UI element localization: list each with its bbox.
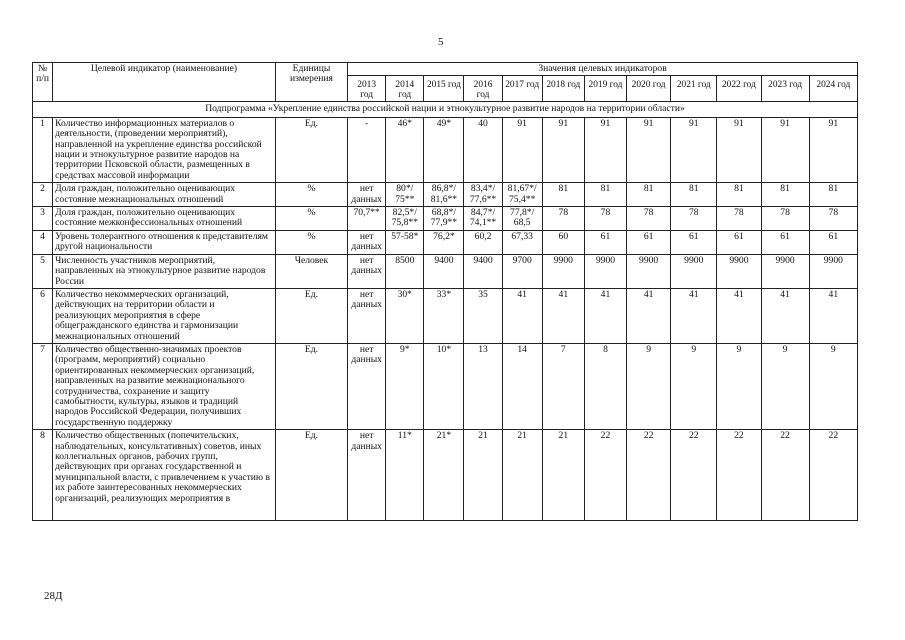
value-cell: 41 [717,288,761,343]
value-cell: 78 [584,207,626,231]
value-cell: 9900 [761,254,809,288]
value-cell: 68,8*/ 77,9** [424,207,464,231]
table-row [33,117,858,182]
value-cell: 60 [542,230,584,254]
value-cell: нет данных [348,230,386,254]
value-cell: 9 [671,343,717,429]
value-cell: 9* [386,343,424,429]
value-cell: - [348,117,386,182]
value-cell: 9900 [542,254,584,288]
value-cell: 22 [671,430,717,521]
value-cell: 40 [464,117,502,182]
header-year: 2015 год [424,76,464,102]
value-cell: 41 [671,288,717,343]
subprogram-title: Подпрограмма «Укрепление единства российской нации и этнокультурное развитие народов на территории области» [33,102,858,117]
value-cell: 81 [761,183,809,207]
header-year: 2023 год [761,76,809,102]
value-cell: 9400 [424,254,464,288]
unit-cell: % [275,230,347,254]
unit-cell: Ед. [275,117,347,182]
value-cell: 22 [761,430,809,521]
table-row [33,343,858,429]
header-year: 2016 год [464,76,502,102]
unit-cell: Ед. [275,343,347,429]
header-year: 2019 год [584,76,626,102]
indicator-name: Доля граждан, положительно оценивающих состояние межконфессиональных отношений [53,207,276,231]
value-cell: 8 [584,343,626,429]
value-cell: 41 [502,288,542,343]
table-row [33,288,858,343]
table-row [33,254,858,288]
value-cell: 60,2 [464,230,502,254]
value-cell: 41 [809,288,857,343]
row-number: 3 [33,207,53,231]
row-number: 1 [33,117,53,182]
value-cell: 11* [386,430,424,521]
indicator-name: Доля граждан, положительно оценивающих состояние межнациональных отношений [53,183,276,207]
header-year: 2017 год [502,76,542,102]
header-year: 2021 год [671,76,717,102]
value-cell: 22 [584,430,626,521]
value-cell: 49* [424,117,464,182]
value-cell: 91 [584,117,626,182]
value-cell: 14 [502,343,542,429]
value-cell: 76,2* [424,230,464,254]
indicator-name: Количество общественно-значимых проектов (программ, мероприятий) социально ориентированных некоммерческих организаций, направленных на развитие межнационального сотрудничества, сохранение и защиту самобытности, культуры, языков и традиций народов Российской Федерации, получивших государственную поддержку [53,343,276,429]
value-cell: 22 [627,430,671,521]
row-number: 5 [33,254,53,288]
value-cell: 81,67*/ 75,4** [502,183,542,207]
row-number: 7 [33,343,53,429]
header-unit: Единицы измерения [275,63,347,102]
value-cell: 57-58* [386,230,424,254]
value-cell: 78 [627,207,671,231]
value-cell: 33* [424,288,464,343]
indicator-name: Количество некоммерческих организаций, действующих на территории области и реализующих мероприятия в сфере общегражданского единства и гармонизации межнациональных отношений [53,288,276,343]
value-cell: 78 [761,207,809,231]
value-cell: 61 [809,230,857,254]
footer-mark: 28Д [44,590,63,602]
value-cell: 9900 [627,254,671,288]
value-cell: 81 [717,183,761,207]
value-cell: 61 [627,230,671,254]
value-cell: 67,33 [502,230,542,254]
unit-cell: Ед. [275,430,347,521]
value-cell: 35 [464,288,502,343]
value-cell: 80*/ 75** [386,183,424,207]
header-indicator: Целевой индикатор (наименование) [53,63,276,102]
value-cell: 46* [386,117,424,182]
unit-cell: Человек [275,254,347,288]
value-cell: 84,7*/ 74,1** [464,207,502,231]
value-cell: 41 [761,288,809,343]
row-number: 6 [33,288,53,343]
value-cell: 21* [424,430,464,521]
value-cell: нет данных [348,430,386,521]
value-cell: нет данных [348,254,386,288]
value-cell: 41 [584,288,626,343]
header-year: 2013 год [348,76,386,102]
value-cell: 86,8*/ 81,6** [424,183,464,207]
header-num: № п/п [33,63,53,102]
value-cell: 9 [627,343,671,429]
value-cell: 21 [464,430,502,521]
value-cell: нет данных [348,288,386,343]
value-cell: 61 [717,230,761,254]
table-row [33,207,858,231]
indicator-name: Количество общественных (попечительских, наблюдательных, консультативных) советов, иных коллегиальных органов, рабочих групп, действующих при органах государственной и муниципальной власти, с привлечением к участию в их работе заинтересованных некоммерческих организаций, реализующих мероприятия в [53,430,276,521]
value-cell: 81 [627,183,671,207]
indicator-name: Численность участников мероприятий, направленных на этнокультурное развитие народов России [53,254,276,288]
value-cell: 78 [809,207,857,231]
table-row [33,183,858,207]
value-cell: 9400 [464,254,502,288]
value-cell: 10* [424,343,464,429]
value-cell: 81 [542,183,584,207]
value-cell: 61 [671,230,717,254]
value-cell: 81 [671,183,717,207]
value-cell: 78 [542,207,584,231]
value-cell: 78 [717,207,761,231]
value-cell: 9 [761,343,809,429]
unit-cell: % [275,207,347,231]
value-cell: 13 [464,343,502,429]
value-cell: 61 [761,230,809,254]
value-cell: 7 [542,343,584,429]
value-cell: 91 [502,117,542,182]
indicator-name: Количество информационных материалов о деятельности, (проведении мероприятий), направленной на укрепление единства российской нации и этнокультурное развитие народов на территории Псковской области, размещенных в средствах массовой информации [53,117,276,182]
value-cell: 91 [717,117,761,182]
header-values-group: Значения целевых индикаторов [348,63,858,76]
header-year: 2024 год [809,76,857,102]
value-cell: 61 [584,230,626,254]
value-cell: 91 [761,117,809,182]
value-cell: 70,7** [348,207,386,231]
value-cell: 9900 [717,254,761,288]
value-cell: нет данных [348,343,386,429]
unit-cell: % [275,183,347,207]
value-cell: 21 [542,430,584,521]
value-cell: 91 [671,117,717,182]
value-cell: 9900 [584,254,626,288]
row-number: 2 [33,183,53,207]
value-cell: 9 [717,343,761,429]
value-cell: 91 [542,117,584,182]
target-indicators-table [32,62,858,521]
value-cell: 81 [584,183,626,207]
value-cell: нет данных [348,183,386,207]
value-cell: 8500 [386,254,424,288]
value-cell: 78 [671,207,717,231]
header-year: 2018 год [542,76,584,102]
value-cell: 83,4*/ 77,6** [464,183,502,207]
value-cell: 9 [809,343,857,429]
header-year: 2022 год [717,76,761,102]
value-cell: 9700 [502,254,542,288]
value-cell: 9900 [809,254,857,288]
value-cell: 82,5*/ 75,8** [386,207,424,231]
value-cell: 41 [627,288,671,343]
value-cell: 81 [809,183,857,207]
header-year: 2020 год [627,76,671,102]
page-number: 5 [438,36,444,48]
value-cell: 22 [717,430,761,521]
table-row [33,430,858,521]
value-cell: 41 [542,288,584,343]
unit-cell: Ед. [275,288,347,343]
value-cell: 9900 [671,254,717,288]
indicator-name: Уровень толерантного отношения к представителям другой национальности [53,230,276,254]
value-cell: 91 [627,117,671,182]
row-number: 8 [33,430,53,521]
value-cell: 30* [386,288,424,343]
value-cell: 91 [809,117,857,182]
value-cell: 22 [809,430,857,521]
value-cell: 77,8*/ 68,5 [502,207,542,231]
row-number: 4 [33,230,53,254]
header-year: 2014 год [386,76,424,102]
table-row [33,230,858,254]
value-cell: 21 [502,430,542,521]
